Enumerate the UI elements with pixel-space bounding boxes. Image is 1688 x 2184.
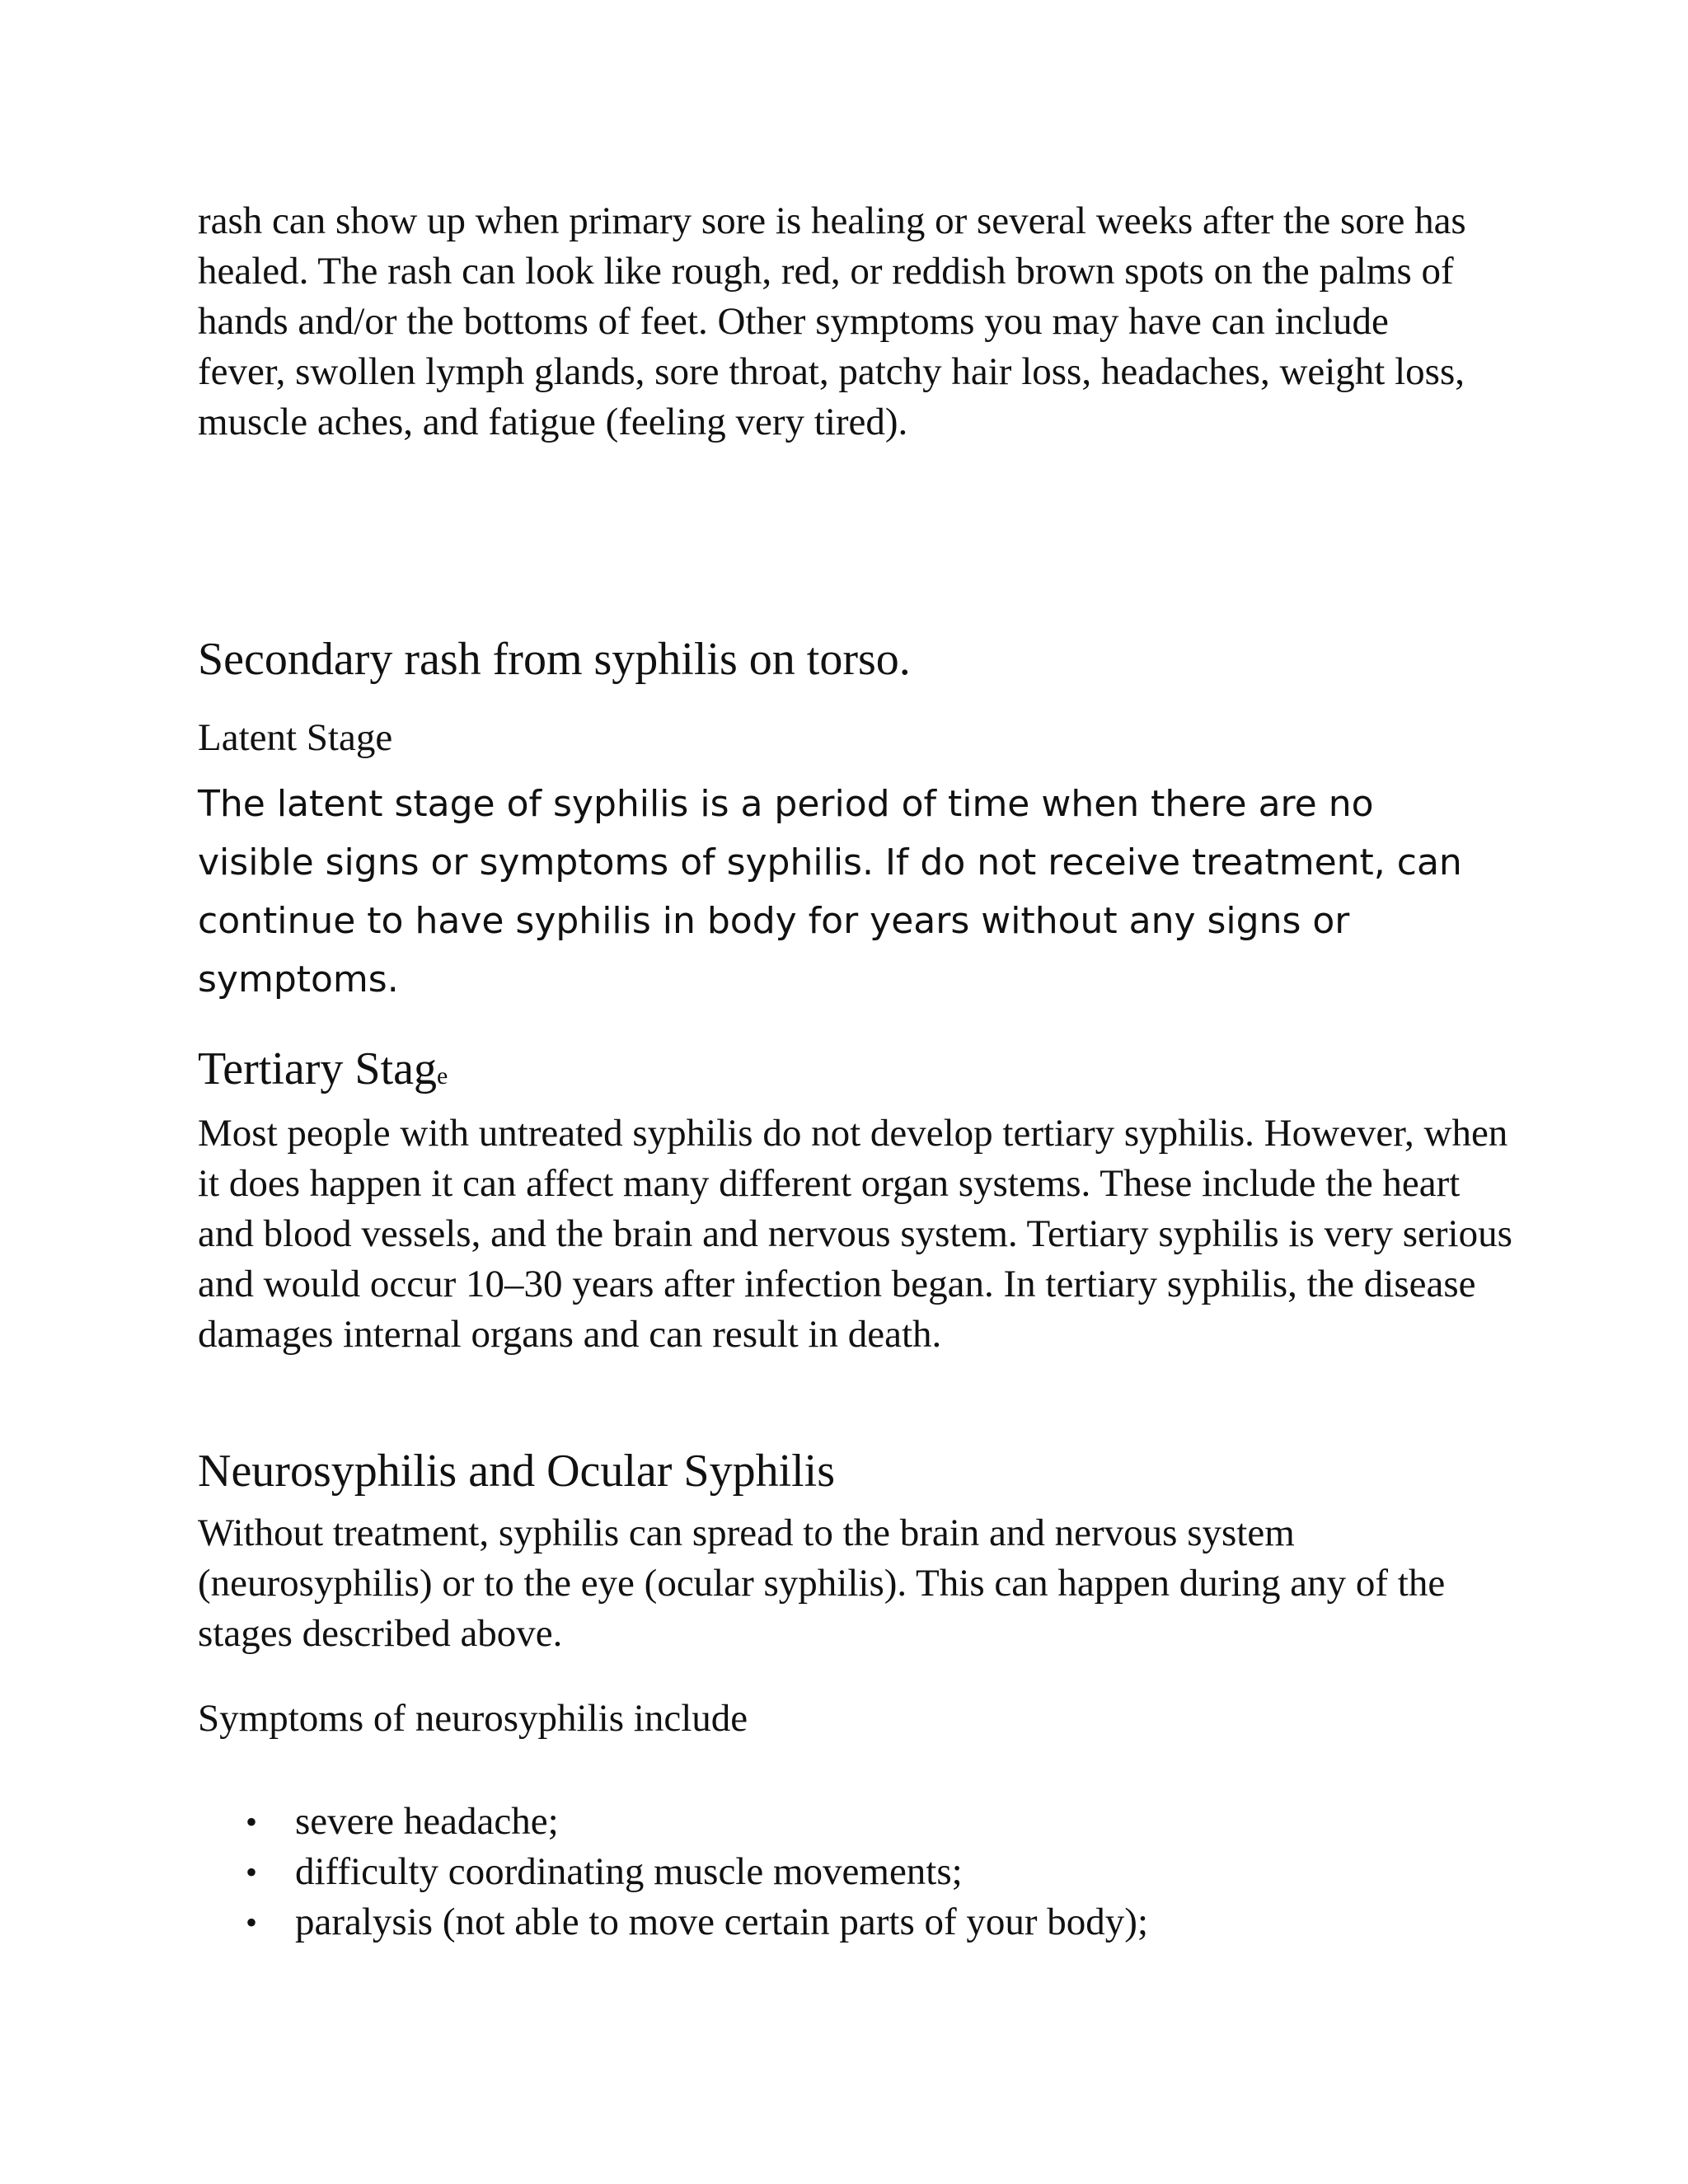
neurosyphilis-heading: Neurosyphilis and Ocular Syphilis [198, 1446, 836, 1497]
intro-paragraph: rash can show up when primary sore is healing or several weeks after the sore has healed. The rash can look like rough, red, or reddish brown spots on the palms of hands and/or the bottoms of feet. Other symptoms you may have can include fever, swollen lymph glands, sore throat, patchy hair loss, headaches, weight loss, muscle aches, and fatigue (feeling very tired). [198, 199, 1466, 443]
symptom-text: paralysis (not able to move certain parts of your body); [295, 1900, 1149, 1943]
list-item [198, 1897, 1148, 1947]
tertiary-stage-heading [198, 1040, 448, 1105]
bullet-icon: • [246, 1803, 258, 1840]
bullet-icon: • [246, 1904, 258, 1941]
tertiary-heading-tail: e [436, 1062, 448, 1090]
symptom-text: difficulty coordinating muscle movements; [295, 1850, 963, 1893]
symptoms-intro: Symptoms of neurosyphilis include [198, 1697, 748, 1740]
list-item [198, 1847, 1148, 1897]
list-item [198, 1797, 1148, 1847]
tertiary-heading-main: Tertiary Stag [198, 1043, 437, 1094]
image-caption: Secondary rash from syphilis on torso. [198, 634, 911, 685]
tertiary-stage-paragraph: Most people with untreated syphilis do not develop tertiary syphilis. However, when it does happen it can affect many different organ systems. These include the heart and blood vessels, and the brain and nervous system. Tertiary syphilis is very serious and would occur 10–30 years after infection began. In tertiary syphilis, the disease damages internal organs and can result in death. [198, 1112, 1512, 1356]
bullet-icon: • [246, 1854, 258, 1891]
latent-stage-paragraph: The latent stage of syphilis is a period of time when there are no visible signs or symptoms of syphilis. If do not receive treatment, can continue to have syphilis in body for years without any signs or symptoms. [198, 783, 1462, 1001]
neurosyphilis-paragraph: Without treatment, syphilis can spread to the brain and nervous system (neurosyphilis) or to the eye (ocular syphilis). This can happen during any of the stages described above. [198, 1511, 1446, 1655]
symptom-list [198, 1797, 1148, 1947]
symptom-text: severe headache; [295, 1800, 559, 1843]
latent-stage-heading: Latent Stage [198, 716, 393, 759]
